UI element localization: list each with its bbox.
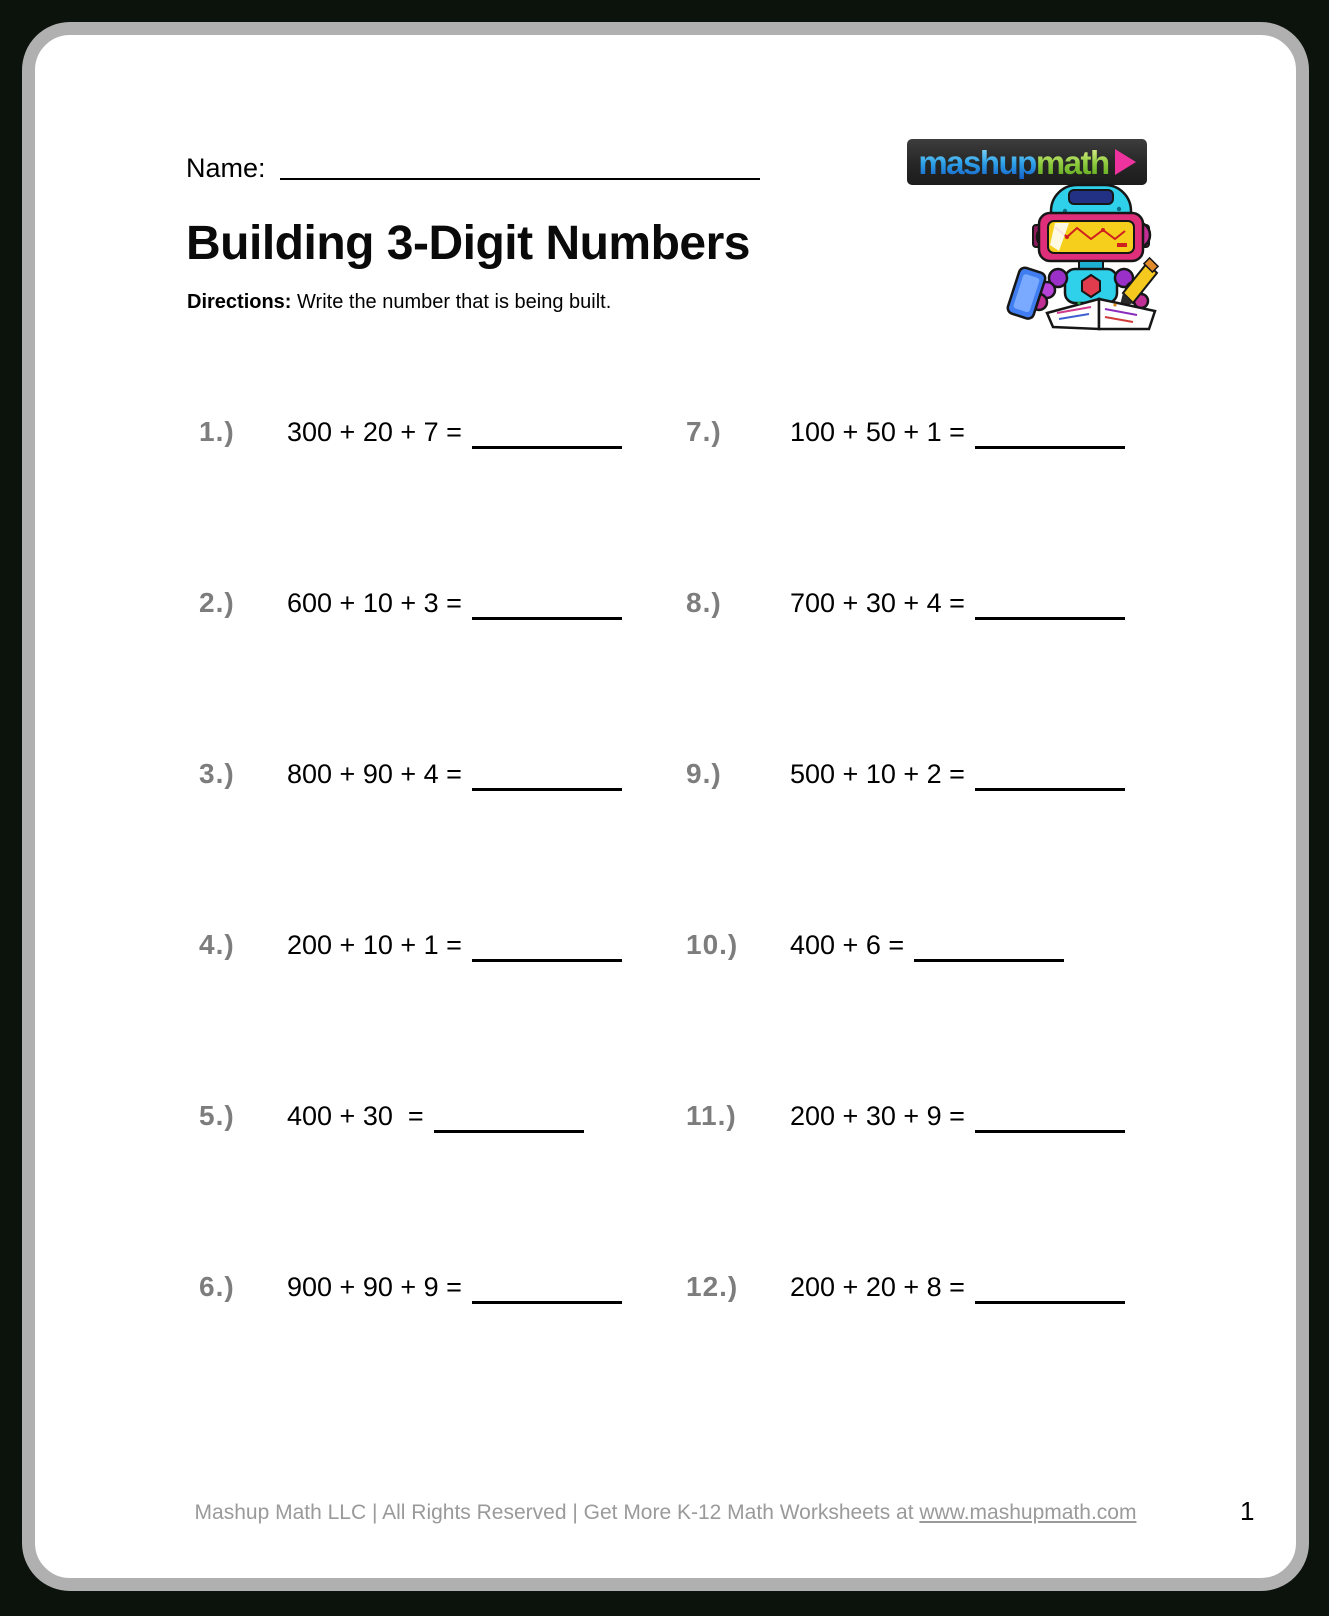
answer-blank — [472, 959, 622, 962]
answer-blank — [472, 1301, 622, 1304]
problem-expression: 500 + 10 + 2 = — [790, 759, 965, 789]
problem-number: 7.) — [686, 416, 722, 447]
problem-expression: 700 + 30 + 4 = — [790, 588, 965, 618]
problem-11 — [686, 1098, 1125, 1134]
problem-number: 4.) — [199, 929, 235, 960]
problem-expression: 900 + 90 + 9 = — [287, 1272, 462, 1302]
directions-text: Write the number that is being built. — [291, 291, 612, 313]
answer-blank — [914, 959, 1064, 962]
problem-expression: 200 + 10 + 1 = — [287, 930, 462, 960]
problem-12 — [686, 1269, 1125, 1305]
problem-6 — [199, 1269, 622, 1305]
answer-blank — [472, 617, 622, 620]
problem-4 — [199, 927, 622, 963]
directions-label: Directions: — [187, 291, 292, 313]
logo-word-math: math — [1035, 143, 1109, 181]
answer-blank — [975, 788, 1125, 791]
answer-blank — [975, 1130, 1125, 1133]
page-number: 1 — [1240, 1496, 1255, 1526]
problem-7 — [686, 414, 1125, 450]
problem-number: 2.) — [199, 587, 235, 618]
mashupmath-logo — [907, 139, 1147, 185]
answer-blank — [975, 446, 1125, 449]
problem-number: 5.) — [199, 1100, 235, 1131]
name-blank-line — [280, 178, 760, 180]
problem-expression: 300 + 20 + 7 = — [287, 417, 462, 447]
problem-expression: 200 + 30 + 9 = — [790, 1101, 965, 1131]
problem-number: 9.) — [686, 758, 722, 789]
robot-illustration — [995, 181, 1167, 333]
problem-number: 12.) — [686, 1271, 739, 1302]
problem-9 — [686, 756, 1125, 792]
directions — [187, 291, 611, 314]
answer-blank — [472, 788, 622, 791]
problem-expression: 400 + 30 = — [287, 1101, 424, 1131]
problem-3 — [199, 756, 622, 792]
logo-word-mashup: mashup — [918, 143, 1036, 181]
problem-expression: 400 + 6 = — [790, 930, 905, 960]
footer-link[interactable]: www.mashupmath.com — [919, 1501, 1137, 1524]
footer-text: Mashup Math LLC | All Rights Reserved | Get More K-12 Math Worksheets at — [194, 1501, 920, 1524]
problem-5 — [199, 1098, 584, 1134]
problem-expression: 100 + 50 + 1 = — [790, 417, 965, 447]
problem-expression: 600 + 10 + 3 = — [287, 588, 462, 618]
problem-2 — [199, 585, 622, 621]
problem-expression: 800 + 90 + 4 = — [287, 759, 462, 789]
problem-number: 11.) — [686, 1100, 737, 1131]
problem-number: 6.) — [199, 1271, 235, 1302]
answer-blank — [975, 617, 1125, 620]
problem-8 — [686, 585, 1125, 621]
problem-expression: 200 + 20 + 8 = — [790, 1272, 965, 1302]
problem-number: 8.) — [686, 587, 722, 618]
answer-blank — [472, 446, 622, 449]
problem-1 — [199, 414, 622, 450]
answer-blank — [975, 1301, 1125, 1304]
page-title: Building 3-Digit Numbers — [186, 217, 750, 270]
name-row — [186, 153, 760, 184]
problem-number: 10.) — [686, 929, 739, 960]
problem-number: 1.) — [199, 416, 235, 447]
problem-10 — [686, 927, 1064, 963]
name-label: Name: — [186, 153, 266, 183]
worksheet-page — [22, 22, 1309, 1591]
answer-blank — [434, 1130, 584, 1133]
problem-number: 3.) — [199, 758, 235, 789]
footer — [35, 1501, 1296, 1525]
play-triangle-icon — [1115, 149, 1136, 175]
